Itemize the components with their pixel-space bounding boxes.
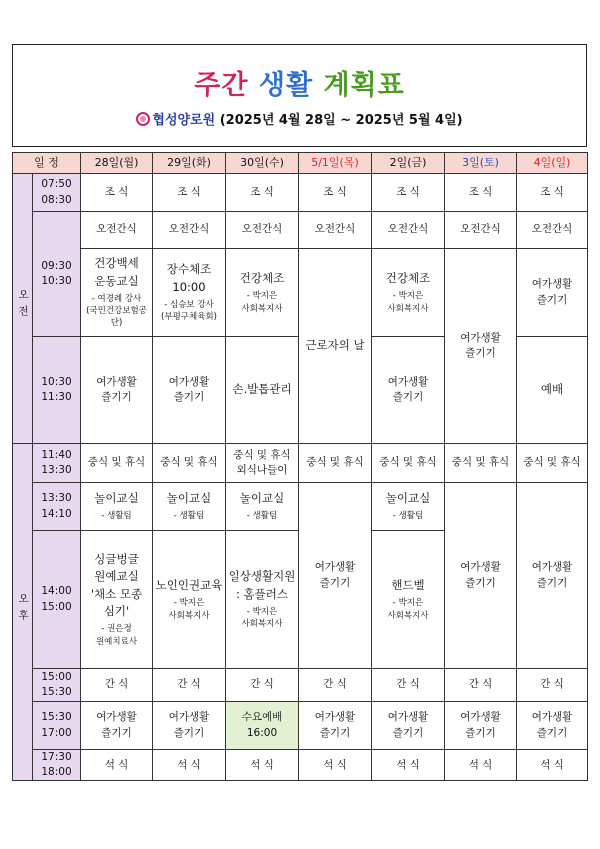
cell-am-snack: 오전간식	[299, 212, 372, 249]
cell-labor-day: 근로자의 날	[299, 249, 372, 444]
page-subtitle	[13, 109, 586, 128]
org-name: 협성양로원	[152, 113, 216, 128]
cell-thu-leisure: 여가생활 즐기기	[299, 483, 372, 669]
row-dinner	[13, 750, 588, 781]
row-play	[13, 483, 588, 531]
cell-leisure: 여가생활 즐기기	[81, 702, 153, 750]
cell-breakfast: 조 식	[445, 174, 517, 212]
row-pm-leisure	[13, 702, 588, 750]
cell-pm-snack: 간 식	[81, 669, 153, 702]
cell-am-snack: 오전간식	[445, 212, 517, 249]
cell-pm-snack: 간 식	[153, 669, 226, 702]
cell-sat-leisure: 여가생활 즐기기	[445, 249, 517, 444]
cell-sun-leisure: 여가생활 즐기기	[517, 249, 588, 337]
header-day-mon: 28일(월)	[81, 153, 153, 174]
cell-leisure: 여가생활 즐기기	[372, 702, 445, 750]
row-lunch	[13, 444, 588, 483]
title-life: 생활	[258, 70, 314, 101]
cell-am-snack: 오전간식	[517, 212, 588, 249]
cell-lunch: 중식 및 휴식	[517, 444, 588, 483]
row-breakfast	[13, 174, 588, 212]
cell-pm-snack: 간 식	[226, 669, 299, 702]
cell-wed-nail: 손.발톱관리	[226, 337, 299, 444]
time-slot: 09:30 10:30	[33, 212, 81, 337]
cell-tue-leisure: 여가생활 즐기기	[153, 337, 226, 444]
header-day-wed: 30일(수)	[226, 153, 299, 174]
time-slot: 11:40 13:30	[33, 444, 81, 483]
cell-fri-play: 놀이교실 - 생활팀	[372, 483, 445, 531]
cell-am-snack: 오전간식	[153, 212, 226, 249]
cell-sun-worship: 예배	[517, 337, 588, 444]
cell-breakfast: 조 식	[517, 174, 588, 212]
title-plan: 계획표	[323, 70, 405, 101]
schedule-table	[12, 152, 588, 781]
title-box	[12, 44, 587, 147]
cell-lunch: 중식 및 휴식	[153, 444, 226, 483]
cell-pm-snack: 간 식	[517, 669, 588, 702]
cell-leisure: 여가생활 즐기기	[517, 702, 588, 750]
time-slot: 13:30 14:10	[33, 483, 81, 531]
header-day-sat: 3일(토)	[445, 153, 517, 174]
cell-am-snack: 오전간식	[372, 212, 445, 249]
time-slot: 15:00 15:30	[33, 669, 81, 702]
cell-fri-handbell: 핸드벨 - 박지은 사회복지사	[372, 531, 445, 669]
cell-am-snack: 오전간식	[226, 212, 299, 249]
time-slot: 10:30 11:30	[33, 337, 81, 444]
heart-logo-icon	[136, 112, 150, 126]
row-am-snack	[13, 212, 588, 249]
cell-tue-exercise: 장수체조 10:00 - 심승보 강사 (부평구체육회)	[153, 249, 226, 337]
cell-mon-play: 놀이교실 - 생활팀	[81, 483, 153, 531]
cell-dinner: 석 식	[153, 750, 226, 781]
header-day-sun: 4일(일)	[517, 153, 588, 174]
cell-tue-rights: 노인인권교육 - 박지은 사회복지사	[153, 531, 226, 669]
section-am: 오전	[13, 174, 33, 444]
cell-leisure: 여가생활 즐기기	[445, 702, 517, 750]
cell-breakfast: 조 식	[226, 174, 299, 212]
cell-wed-play: 놀이교실 - 생활팀	[226, 483, 299, 531]
cell-breakfast: 조 식	[153, 174, 226, 212]
cell-sun-leisure-pm: 여가생활 즐기기	[517, 483, 588, 669]
cell-wed-worship: 수요예배 16:00	[226, 702, 299, 750]
cell-fri-exercise: 건강체조 - 박지은 사회복지사	[372, 249, 445, 337]
header-row	[13, 153, 588, 174]
cell-wed-lunch: 중식 및 휴식 외식나들이	[226, 444, 299, 483]
cell-pm-snack: 간 식	[299, 669, 372, 702]
cell-mon-health: 건강백세 운동교실 - 여경례 강사 (국민건강보험공단)	[81, 249, 153, 337]
cell-dinner: 석 식	[445, 750, 517, 781]
cell-wed-daily: 일상생활지원 : 홈플러스 - 박지은 사회복지사	[226, 531, 299, 669]
cell-pm-snack: 간 식	[372, 669, 445, 702]
cell-leisure: 여가생활 즐기기	[153, 702, 226, 750]
cell-dinner: 석 식	[299, 750, 372, 781]
title-weekly: 주간	[194, 70, 249, 101]
cell-tue-play: 놀이교실 - 생활팀	[153, 483, 226, 531]
header-day-thu: 5/1일(목)	[299, 153, 372, 174]
row-am-program	[13, 249, 588, 337]
cell-dinner: 석 식	[226, 750, 299, 781]
cell-pm-snack: 간 식	[445, 669, 517, 702]
cell-wed-exercise: 건강체조 - 박지은 사회복지사	[226, 249, 299, 337]
header-day-fri: 2일(금)	[372, 153, 445, 174]
cell-lunch: 중식 및 휴식	[299, 444, 372, 483]
cell-mon-leisure: 여가생활 즐기기	[81, 337, 153, 444]
header-day-tue: 29일(화)	[153, 153, 226, 174]
time-slot: 17:30 18:00	[33, 750, 81, 781]
cell-mon-garden: 싱글벙글 원예교실 '채소 모종 심기' - 권은정 원예치료사	[81, 531, 153, 669]
cell-leisure: 여가생활 즐기기	[299, 702, 372, 750]
time-slot: 15:30 17:00	[33, 702, 81, 750]
time-slot: 07:50 08:30	[33, 174, 81, 212]
cell-dinner: 석 식	[81, 750, 153, 781]
page-title	[13, 63, 586, 102]
cell-lunch: 중식 및 휴식	[372, 444, 445, 483]
cell-am-snack: 오전간식	[81, 212, 153, 249]
cell-fri-leisure: 여가생활 즐기기	[372, 337, 445, 444]
section-pm: 오후	[13, 444, 33, 781]
row-pm-snack	[13, 669, 588, 702]
cell-sat-leisure-pm: 여가생활 즐기기	[445, 483, 517, 669]
cell-dinner: 석 식	[372, 750, 445, 781]
cell-dinner: 석 식	[517, 750, 588, 781]
cell-breakfast: 조 식	[299, 174, 372, 212]
cell-lunch: 중식 및 휴식	[445, 444, 517, 483]
cell-lunch: 중식 및 휴식	[81, 444, 153, 483]
time-slot: 14:00 15:00	[33, 531, 81, 669]
date-range: (2025년 4월 28일 ~ 2025년 5월 4일)	[219, 113, 463, 128]
cell-breakfast: 조 식	[81, 174, 153, 212]
cell-breakfast: 조 식	[372, 174, 445, 212]
header-schedule: 일 정	[13, 153, 81, 174]
